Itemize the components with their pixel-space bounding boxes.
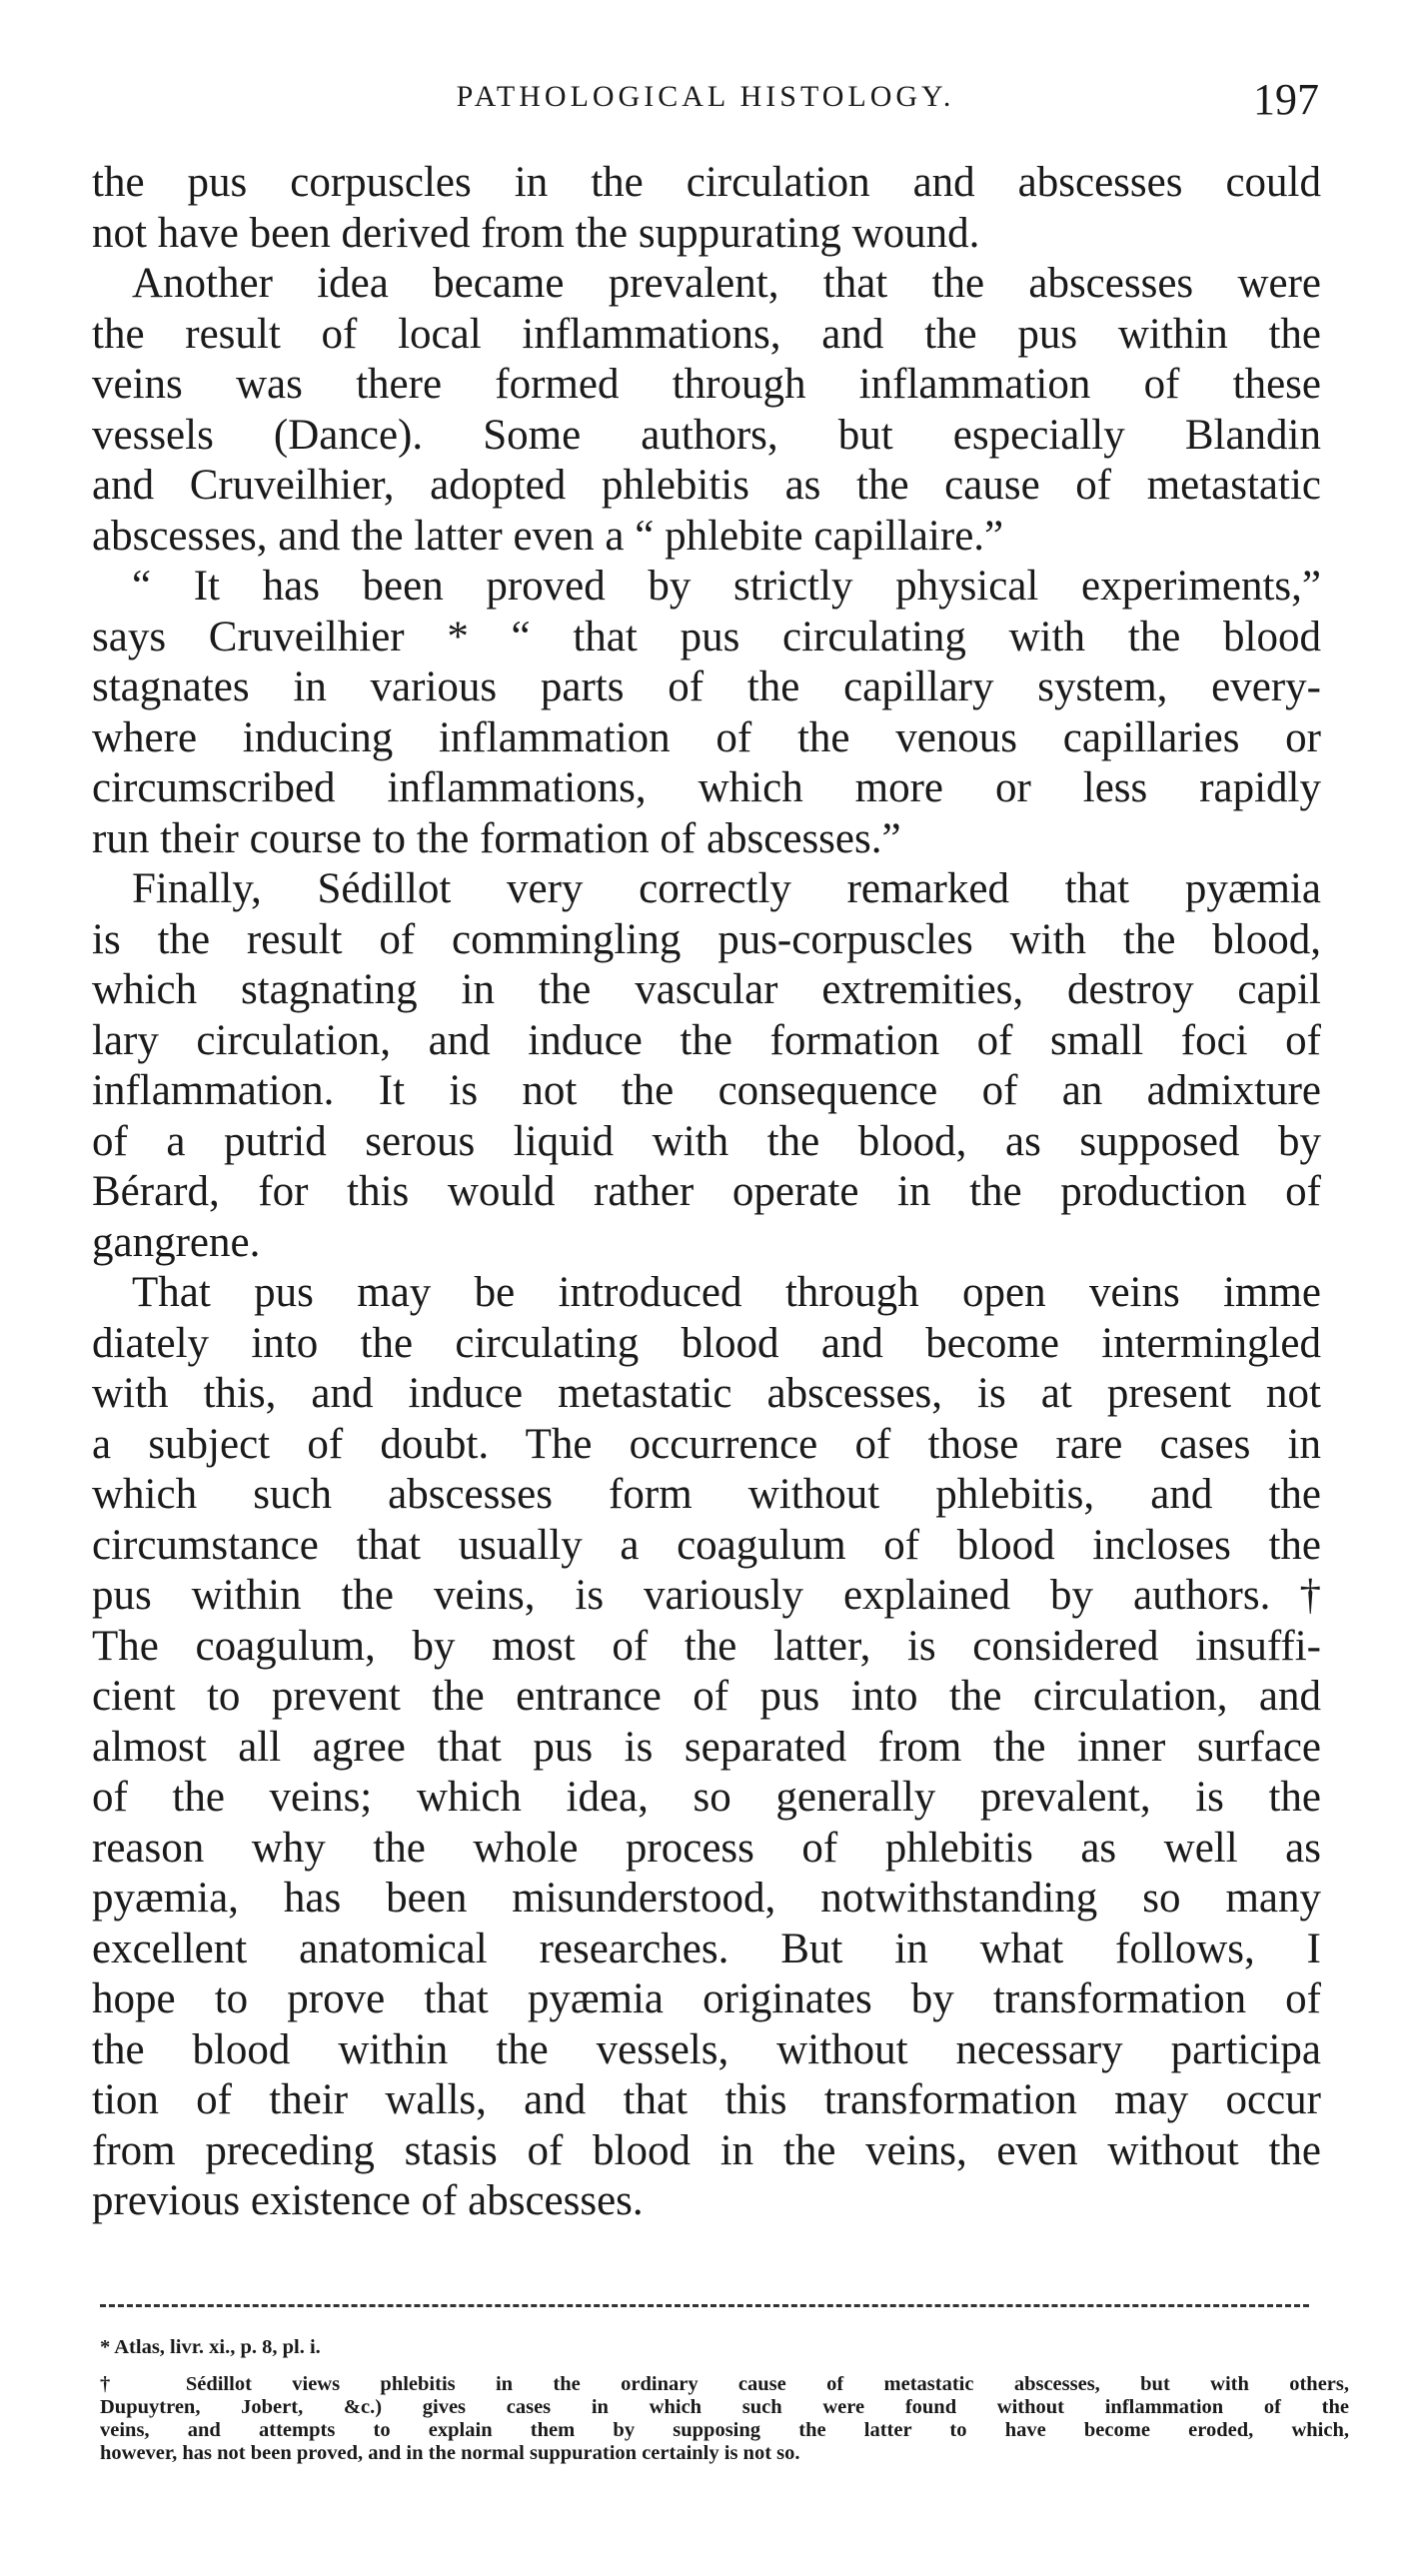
running-head bbox=[92, 74, 1319, 134]
text-line: gangrene. bbox=[92, 1218, 261, 1266]
text-line: circumstance that usually a coagulum of blood incloses the bbox=[92, 1521, 1321, 1569]
text-line: not have been derived from the suppurating wound. bbox=[92, 209, 980, 257]
text-line: The coagulum, by most of the latter, is considered insuffi- bbox=[92, 1622, 1321, 1670]
text-line: cient to prevent the entrance of pus into the circulation, and bbox=[92, 1673, 1321, 1720]
text-line: Finally, Sédillot very correctly remarked that pyæmia bbox=[132, 865, 1321, 912]
text-line: from preceding stasis of blood in the veins, even without the bbox=[92, 2126, 1321, 2174]
text-line: That pus may be introduced through open veins imme bbox=[132, 1269, 1321, 1316]
text-line: which such abscesses form without phlebitis, and the bbox=[92, 1471, 1321, 1518]
text-line: of the veins; which idea, so generally prevalent, is the bbox=[92, 1774, 1321, 1821]
text-line: which stagnating in the vascular extremities, destroy capil bbox=[92, 966, 1321, 1013]
text-line: says Cruveilhier * “ that pus circulating with the blood bbox=[92, 613, 1321, 660]
footnote-line: † Sédillot views phlebitis in the ordinary cause of metastatic abscesses, but with others, bbox=[100, 2373, 1349, 2395]
text-line: inflammation. It is not the consequence of an admixture bbox=[92, 1067, 1321, 1114]
text-line: the pus corpuscles in the circulation and abscesses could bbox=[92, 159, 1321, 206]
text-line: previous existence of abscesses. bbox=[92, 2177, 644, 2224]
running-title: PATHOLOGICAL HISTOLOGY. bbox=[456, 80, 955, 113]
text-line: reason why the whole process of phlebitis as well as bbox=[92, 1824, 1321, 1872]
text-line: run their course to the formation of abscesses.” bbox=[92, 814, 901, 862]
page-number: 197 bbox=[1253, 75, 1319, 124]
text-line: of a putrid serous liquid with the blood, as supposed by bbox=[92, 1117, 1321, 1165]
text-line: with this, and induce metastatic abscesses, is at present not bbox=[92, 1370, 1321, 1417]
footnote-line: however, has not been proved, and in the normal suppuration certainly is not so. bbox=[100, 2442, 800, 2464]
footnote-line: Dupuytren, Jobert, &c.) gives cases in which such were found without inflammation of the bbox=[100, 2396, 1349, 2418]
text-line: vessels (Dance). Some authors, but especially Blandin bbox=[92, 411, 1321, 459]
footnote-line: veins, and attempts to explain them by supposing the latter to have become eroded, which, bbox=[100, 2419, 1349, 2441]
footnote-divider bbox=[100, 2304, 1309, 2307]
footnotes bbox=[100, 2336, 1349, 2465]
text-line: pyæmia, has been misunderstood, notwithstanding so many bbox=[92, 1875, 1321, 1922]
body-text bbox=[92, 158, 1321, 2227]
text-line: diately into the circulating blood and become intermingled bbox=[92, 1319, 1321, 1367]
text-line: a subject of doubt. The occurrence of those rare cases in bbox=[92, 1420, 1321, 1468]
text-line: is the result of commingling pus-corpuscles with the blood, bbox=[92, 915, 1321, 963]
text-line: “ It has been proved by strictly physical experiments,” bbox=[132, 563, 1321, 610]
text-line: abscesses, and the latter even a “ phlebite capillaire.” bbox=[92, 512, 1004, 560]
text-line: Another idea became prevalent, that the abscesses were bbox=[132, 260, 1321, 307]
text-line: pus within the veins, is variously explained by authors.† bbox=[92, 1572, 1321, 1619]
text-line: lary circulation, and induce the formation of small foci of bbox=[92, 1016, 1321, 1064]
text-line: stagnates in various parts of the capillary system, every- bbox=[92, 663, 1321, 710]
text-line: tion of their walls, and that this transformation may occur bbox=[92, 2076, 1321, 2123]
text-line: circumscribed inflammations, which more or less rapidly bbox=[92, 764, 1321, 811]
text-line: excellent anatomical researches. But in what follows, I bbox=[92, 1925, 1321, 1972]
text-line: almost all agree that pus is separated from the inner surface bbox=[92, 1723, 1321, 1771]
text-line: Bérard, for this would rather operate in the production of bbox=[92, 1168, 1321, 1215]
footnote-line: * Atlas, livr. xi., p. 8, pl. i. bbox=[100, 2336, 321, 2358]
text-line: the blood within the vessels, without necessary participa bbox=[92, 2025, 1321, 2073]
text-line: and Cruveilhier, adopted phlebitis as the cause of metastatic bbox=[92, 462, 1321, 509]
text-line: hope to prove that pyæmia originates by transformation of bbox=[92, 1975, 1321, 2022]
text-line: where inducing inflammation of the venous capillaries or bbox=[92, 713, 1321, 761]
text-line: the result of local inflammations, and the pus within the bbox=[92, 310, 1321, 358]
text-line: veins was there formed through inflammation of these bbox=[92, 361, 1321, 408]
